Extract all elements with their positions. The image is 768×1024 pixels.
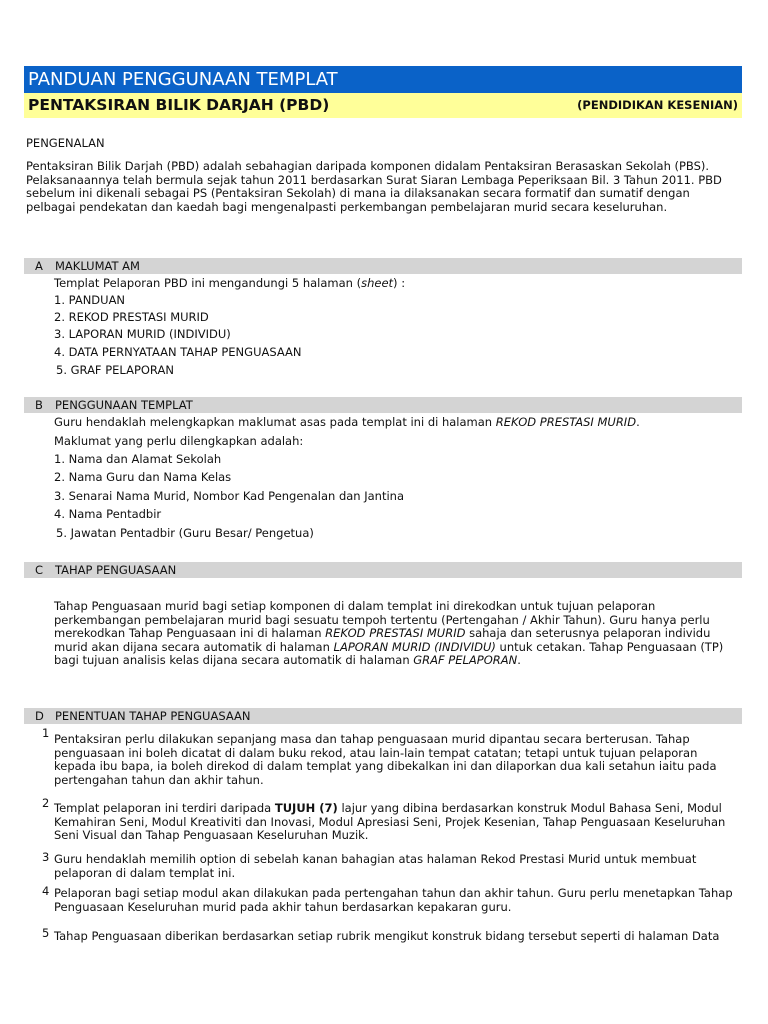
intro-heading: PENGENALAN: [26, 136, 105, 150]
section-b-lead: [54, 415, 640, 429]
section-c-paragraph: [54, 600, 740, 668]
item-number: 2: [42, 796, 50, 810]
section-a-title: MAKLUMAT AM: [55, 259, 140, 273]
section-c-letter: C: [35, 563, 44, 577]
section-b-header: [24, 397, 742, 413]
section-d-item-3: Guru hendaklah memilih option di sebelah kanan bahagian atas halaman Rekod Prestasi Murid untuk membuat pelaporan di dalam templat ini.: [54, 852, 697, 880]
section-c-header: [24, 562, 742, 578]
list-item: 5. GRAF PELAPORAN: [56, 363, 174, 377]
section-d-item-2-rest: lajur yang dibina berdasarkan konstruk Modul Bahasa Seni, Modul Kemahiran Seni, Modul Kreativiti dan Inovasi, Modul Apresiasi Seni, Projek Kesenian, Tahap Penguasaan Keseluruhan Seni Visual dan Tahap Penguasaan Keseluruhan Muzik.: [54, 801, 726, 842]
list-item: 4. DATA PERNYATAAN TAHAP PENGUASAAN: [54, 345, 302, 359]
intro-paragraph: Pentaksiran Bilik Darjah (PBD) adalah sebahagian daripada komponen didalam Pentaksiran Berasaskan Sekolah (PBS). Pelaksanaannya telah bermula sejak tahun 2011 berdasarkan Surat Siaran Lembaga Peperiksaan Bil. 3 Tahun 2011. PBD sebelum ini dikenali sebagai PS (Pentaksiran Sekolah) di mana ia dilaksanakan secara formatif dan sumatif dengan pelbagai pendekatan dan kaedah bagi mengenalpasti perkembangan pembelajaran murid secara keseluruhan.: [26, 159, 722, 214]
section-d-header: [24, 708, 742, 724]
section-c-title: TAHAP PENGUASAAN: [55, 563, 177, 577]
section-d-item-2-count: TUJUH (7): [274, 801, 338, 815]
list-item: 1. PANDUAN: [54, 293, 126, 307]
section-d-item-2: [54, 802, 740, 843]
section-a-lead: [54, 276, 405, 290]
section-d-item-2-text: Templat pelaporan ini terdiri daripada: [54, 801, 275, 815]
item-number: 3: [42, 850, 50, 864]
section-d-item-4: Pelaporan bagi setiap modul akan dilakukan pada pertengahan tahun dan akhir tahun. Guru perlu menetapkan Tahap Penguasaan Keseluruhan murid pada akhir tahun berdasarkan kepakaran guru.: [54, 886, 733, 914]
section-c-text-9: .: [517, 653, 521, 667]
section-b-lead-text: Guru hendaklah melengkapkan maklumat asas pada templat ini di halaman: [54, 415, 496, 429]
section-b-lead-page: REKOD PRESTASI MURID: [495, 415, 637, 429]
section-c-text-5: sahaja dan seterusnya pelaporan individu murid akan dijana secara automatik di halaman: [54, 626, 711, 654]
section-d-item-5: Tahap Penguasaan diberikan berdasarkan setiap rubrik mengikut konstruk bidang tersebut seperti di halaman Data: [54, 929, 720, 943]
list-item: 5. Jawatan Pentadbir (Guru Besar/ Pengetua): [56, 526, 314, 540]
section-a-lead-sheet: sheet: [361, 276, 394, 290]
page-title-bar: [24, 66, 742, 93]
list-item: 1. Nama dan Alamat Sekolah: [54, 452, 222, 466]
list-item: 2. Nama Guru dan Nama Kelas: [54, 470, 232, 484]
item-number: 4: [42, 884, 50, 898]
section-d-item-1: Pentaksiran perlu dilakukan sepanjang masa dan tahap penguasaan murid dipantau secara berterusan. Tahap penguasaan ini boleh dicatat di dalam buku rekod, atau lain-lain tempat catatan; tetapi untuk tujuan pelaporan kepada ibu bapa, ia boleh direkod di dalam templat yang dibekalkan ini dan dilaporkan dua kali setahun iaitu pada pertengahan tahun dan akhir tahun.: [54, 732, 717, 787]
section-c-text-1: Tahap Penguasaan murid bagi setiap komponen di dalam templat ini direkodkan untuk tujuan: [54, 599, 598, 613]
section-a-lead-text: Templat Pelaporan PBD ini mengandungi 5 halaman (: [54, 276, 362, 290]
item-number: 5: [42, 926, 50, 940]
section-a-header: [24, 258, 742, 274]
section-d-title: PENENTUAN TAHAP PENGUASAAN: [55, 709, 251, 723]
section-b-letter: B: [35, 398, 43, 412]
page-subtitle-bar: [24, 93, 742, 118]
section-b-lead-end: .: [636, 415, 640, 429]
section-c-text-3: perkembangan pembelajaran murid bagi sesuatu tempoh tertentu (Pertengahan / Akhir Tahun). Guru hanya perlu merekodkan Tahap Penguasaan ini di halaman: [54, 612, 710, 640]
item-number: 1: [42, 726, 50, 740]
section-c-text-7: untuk cetakan. Tahap Penguasaan (TP) bagi tujuan analisis kelas dijana secara automatik di halaman: [54, 639, 724, 667]
list-item: 2. REKOD PRESTASI MURID: [54, 310, 209, 324]
subject-tag: (PENDIDIKAN KESENIAN): [577, 98, 738, 112]
section-c-page-laporan: LAPORAN MURID (INDIVIDU): [333, 639, 496, 654]
section-d-letter: D: [35, 709, 44, 723]
list-item: 3. LAPORAN MURID (INDIVIDU): [54, 327, 231, 341]
list-item: 3. Senarai Nama Murid, Nombor Kad Pengenalan dan Jantina: [54, 489, 405, 503]
section-c-page-rekod: REKOD PRESTASI MURID: [325, 626, 466, 640]
list-item: 4. Nama Pentadbir: [54, 507, 162, 521]
section-a-letter: A: [35, 259, 43, 273]
page-subtitle: PENTAKSIRAN BILIK DARJAH (PBD): [28, 96, 330, 114]
section-b-title: PENGGUNAAN TEMPLAT: [55, 398, 193, 412]
section-c-page-graf: GRAF PELAPORAN: [413, 653, 518, 667]
page-title: PANDUAN PENGGUNAAN TEMPLAT: [28, 69, 338, 90]
section-b-lead2: Maklumat yang perlu dilengkapkan adalah:: [54, 434, 304, 448]
section-c-text-2: pelaporan: [597, 599, 656, 613]
section-a-lead-end: ) :: [393, 276, 406, 290]
